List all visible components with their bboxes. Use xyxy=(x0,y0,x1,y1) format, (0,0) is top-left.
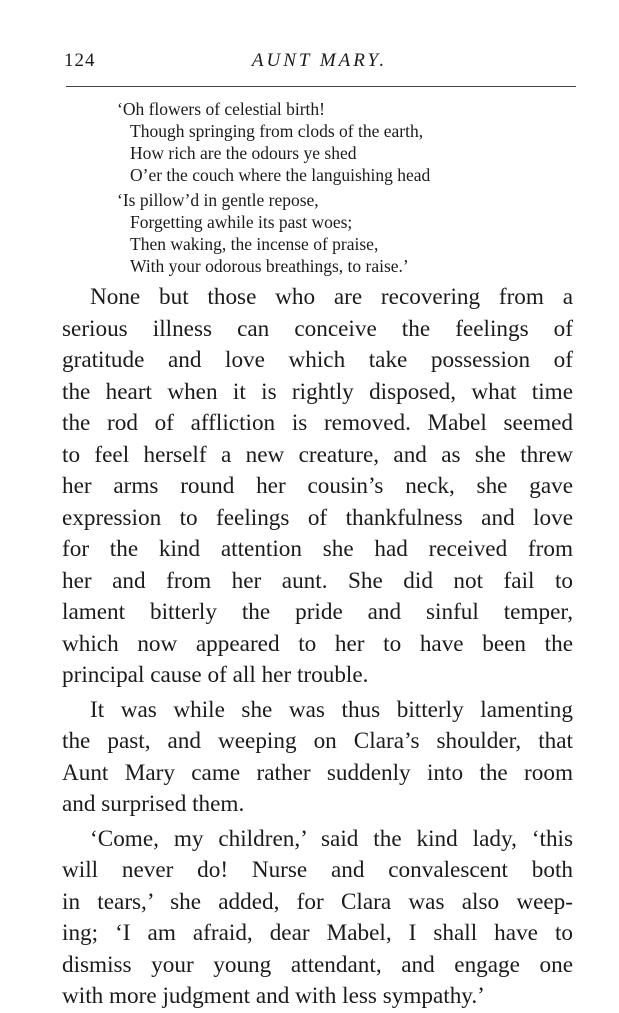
text-line: in tears,’ she added, for Clara was also weep- xyxy=(62,888,573,915)
text-line: to feel herself a new creature, and as she threw xyxy=(62,441,573,468)
verse-line: With your odorous breathings, to raise.’ xyxy=(130,256,409,276)
poem-stanza xyxy=(117,98,557,186)
text-line: gratitude and love which take possession of xyxy=(62,347,573,373)
paragraph xyxy=(62,282,573,692)
poem-stanza xyxy=(117,189,557,277)
text-line: will never do! Nurse and convalescent both xyxy=(62,857,573,883)
page-number: 124 xyxy=(64,50,96,71)
paragraph xyxy=(62,824,573,1013)
verse-line: O’er the couch where the languishing head xyxy=(130,165,431,185)
text-line: Aunt Mary came rather suddenly into the room xyxy=(62,759,573,786)
verse-line: Then waking, the incense of praise, xyxy=(130,234,379,254)
body-text xyxy=(62,282,573,1013)
text-line: for the kind attention she had received from xyxy=(62,536,573,562)
text-line: her arms round her cousin’s neck, she gave xyxy=(62,473,573,499)
verse-line: Forgetting awhile its past woes; xyxy=(130,212,353,232)
text-line: ing; ‘I am afraid, dear Mabel, I shall have to xyxy=(62,920,573,946)
verse-line: Though springing from clods of the earth, xyxy=(130,121,424,141)
text-line: It was while she was thus bitterly lamenting xyxy=(90,696,573,723)
text-line: her and from her aunt. She did not fail to xyxy=(62,567,573,594)
text-line: expression to feelings of thankfulness and love xyxy=(62,504,573,531)
running-title: AUNT MARY. xyxy=(251,50,388,71)
text-line: with more judgment and with less sympathy.’ xyxy=(62,983,485,1009)
text-line: the rod of affliction is removed. Mabel seemed xyxy=(62,410,573,436)
verse-line: ‘Is pillow’d in gentle repose, xyxy=(117,190,319,210)
text-line: which now appeared to her to have been the xyxy=(62,630,573,657)
text-line: the past, and weeping on Clara’s shoulder, that xyxy=(62,728,573,754)
paragraph xyxy=(62,695,573,821)
text-line: None but those who are recovering from a xyxy=(90,284,573,310)
verse-line: How rich are the odours ye shed xyxy=(130,143,357,163)
poem-quotation xyxy=(117,98,557,282)
text-line: and surprised them. xyxy=(62,791,245,817)
running-head xyxy=(64,50,575,78)
text-line: ‘Come, my children,’ said the kind lady, ‘this xyxy=(90,825,573,852)
verse-line: ‘Oh flowers of celestial birth! xyxy=(117,99,325,119)
text-line: lament bitterly the pride and sinful temper, xyxy=(62,599,573,625)
header-rule xyxy=(66,86,576,87)
text-line: serious illness can conceive the feelings of xyxy=(62,315,573,342)
text-line: the heart when it is rightly disposed, what time xyxy=(62,378,573,405)
text-line: dismiss your young attendant, and engage one xyxy=(62,951,573,978)
text-line: principal cause of all her trouble. xyxy=(62,662,369,688)
